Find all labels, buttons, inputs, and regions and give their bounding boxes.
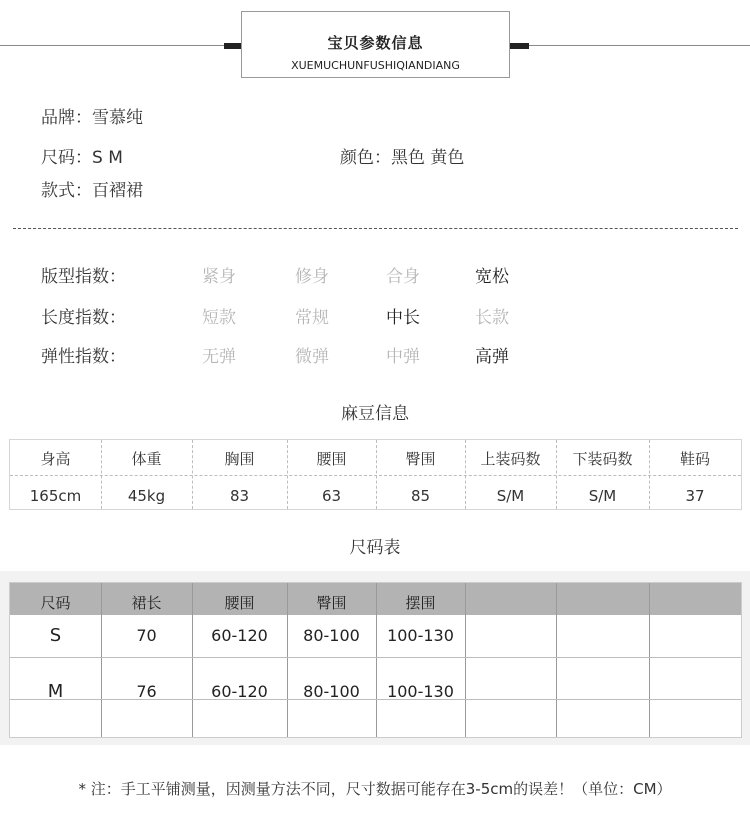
page-subtitle: XUEMUCHUNFUSHIQIANDIANG [291,59,460,72]
size-header-cell: 臀围 [316,594,347,612]
model-value-cell: S/M [588,487,617,505]
size-value-cell: 80-100 [303,682,360,701]
index-option: 短款 [202,308,236,328]
model-header-cell: 上装码数 [480,450,541,468]
row-divider [10,475,741,476]
size-value-cell: 60-120 [211,626,268,645]
column-divider [465,583,466,737]
size-value-cell: 100-130 [387,626,454,645]
model-header-cell: 下装码数 [572,450,633,468]
size-value-cell: 80-100 [303,626,360,645]
page-title: 宝贝参数信息 [327,34,424,52]
model-header-cell: 臀围 [405,450,436,468]
size-value-cell: 70 [136,626,157,645]
size-value-cell: S [49,625,62,646]
model-value-cell: 63 [321,487,342,505]
size-value-cell: 60-120 [211,682,268,701]
size-value-cell: 76 [136,682,157,701]
size-header-cell: 尺码 [40,594,71,612]
index-option-selected: 中长 [386,308,420,328]
model-table [9,439,742,510]
model-header-cell: 腰围 [316,450,347,468]
index-option-selected: 宽松 [475,267,509,287]
model-value-cell: 85 [410,487,431,505]
column-divider [556,583,557,737]
index-option: 常规 [295,308,329,328]
divider [13,228,738,229]
model-value-cell: S/M [496,487,525,505]
size-header-cell: 摆围 [405,594,436,612]
index-option: 合身 [386,267,420,287]
index-option: 无弹 [202,347,236,367]
header-line-right [510,45,750,46]
color-info: 颜色：黑色 黄色 [340,148,465,168]
index-option-selected: 高弹 [475,347,509,367]
measurement-note: * 注：手工平铺测量，因测量方法不同，尺寸数据可能存在3-5cm的误差！（单位：CM） [78,780,672,798]
model-header-cell: 鞋码 [679,450,710,468]
size-section-title: 尺码表 [349,538,401,558]
model-value-cell: 165cm [29,487,82,505]
index-label: 长度指数： [41,308,126,328]
size-table [9,582,742,738]
index-label: 版型指数： [41,267,126,287]
index-option: 长款 [475,308,509,328]
size-header-cell: 腰围 [224,594,255,612]
header-line-left [0,45,241,46]
index-option: 微弹 [295,347,329,367]
model-header-cell: 体重 [131,450,162,468]
size-header-cell: 裙长 [131,594,162,612]
row-divider [10,657,741,658]
title-box [241,11,510,78]
model-value-cell: 37 [685,487,705,505]
model-header-cell: 身高 [40,450,71,468]
brand-info: 品牌：雪慕纯 [41,108,143,128]
model-value-cell: 45kg [127,487,166,505]
column-divider [649,583,650,737]
index-label: 弹性指数： [41,347,126,367]
index-option: 中弹 [386,347,420,367]
model-header-cell: 胸围 [224,450,255,468]
index-option: 修身 [295,267,329,287]
index-option: 紧身 [202,267,236,287]
size-value-cell: M [47,681,64,702]
size-info: 尺码：S M [41,148,123,168]
model-value-cell: 83 [229,487,250,505]
model-section-title: 麻豆信息 [341,404,409,424]
size-value-cell: 100-130 [387,682,454,701]
style-info: 款式：百褶裙 [41,181,143,201]
